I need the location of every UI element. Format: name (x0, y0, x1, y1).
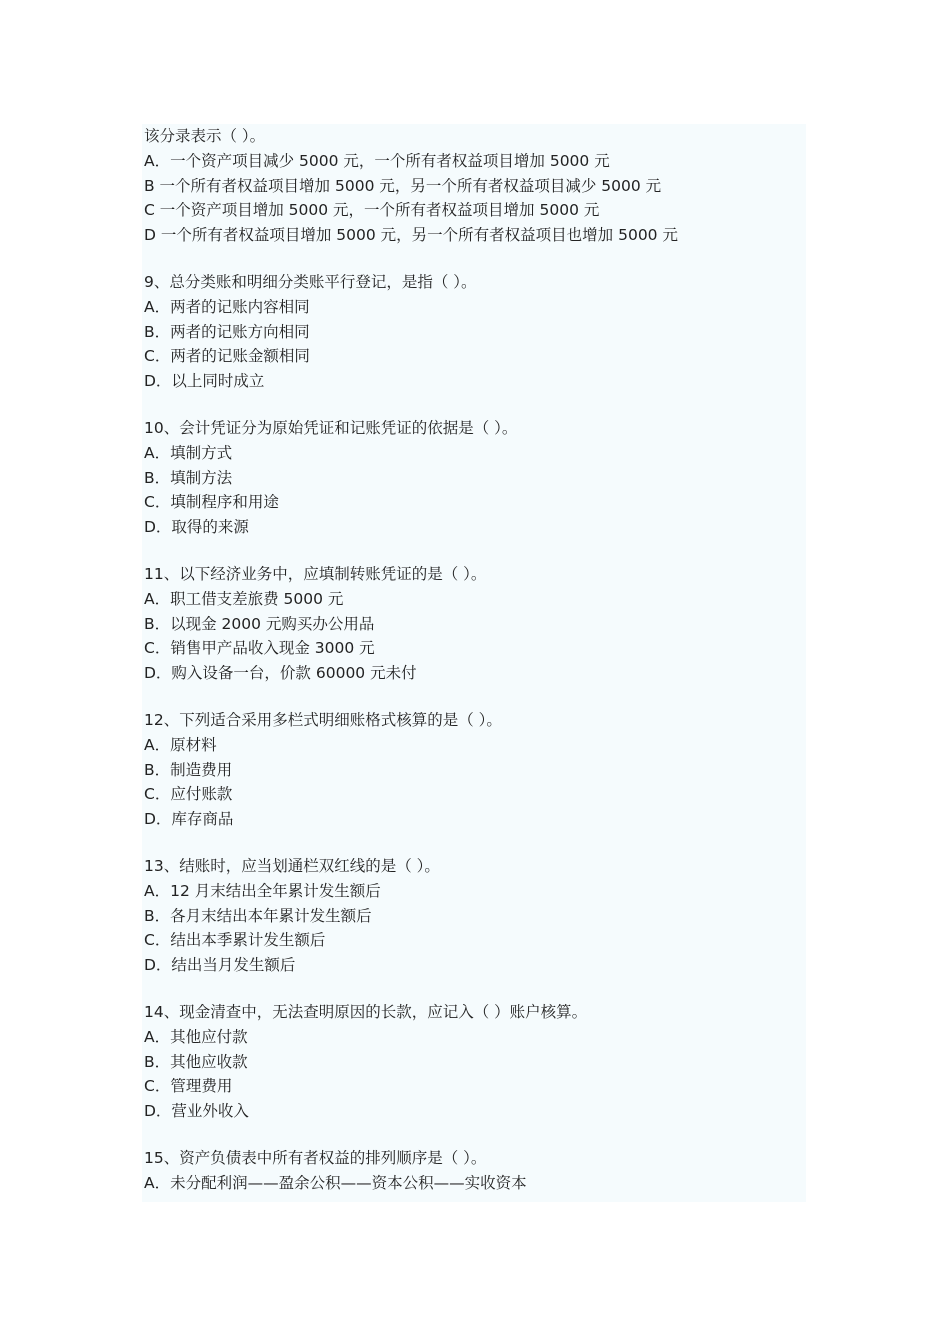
option-a: A．职工借支差旅费 5000 元 (144, 589, 344, 608)
option-d: D．以上同时成立 (144, 372, 265, 391)
option-d: D．库存商品 (144, 810, 234, 829)
question-block-15 (144, 1146, 804, 1196)
question-block-8 (144, 124, 804, 248)
question-text: 11、以下经济业务中，应填制转账凭证的是（ ）。 (144, 564, 487, 583)
question-text: 13、结账时，应当划通栏双红线的是（ ）。 (144, 856, 440, 875)
question-text: 9、总分类账和明细分类账平行登记，是指（ ）。 (144, 272, 477, 291)
option-a: A．一个资产项目减少 5000 元，一个所有者权益项目增加 5000 元 (144, 151, 610, 170)
option-a: A．原材料 (144, 735, 217, 754)
option-d: D．结出当月发生额后 (144, 956, 296, 975)
question-text: 14、现金清查中，无法查明原因的长款，应记入（ ）账户核算。 (144, 1002, 588, 1021)
option-a: A．12 月末结出全年累计发生额后 (144, 881, 381, 900)
option-d: D．购入设备一台，价款 60000 元未付 (144, 664, 417, 683)
option-c: C．销售甲产品收入现金 3000 元 (144, 639, 375, 658)
option-d: D．营业外收入 (144, 1102, 249, 1121)
question-text: 15、资产负债表中所有者权益的排列顺序是（ ）。 (144, 1148, 487, 1167)
question-block-9 (144, 270, 804, 394)
option-c: C．填制程序和用途 (144, 493, 279, 512)
question-block-13 (144, 854, 804, 978)
option-a: A．两者的记账内容相同 (144, 297, 310, 316)
question-list (144, 124, 804, 1195)
option-d: D．取得的来源 (144, 518, 249, 537)
option-b: B．制造费用 (144, 760, 233, 779)
question-block-12 (144, 708, 804, 832)
option-b: B 一个所有者权益项目增加 5000 元，另一个所有者权益项目减少 5000 元 (144, 176, 662, 195)
option-a: A．其他应付款 (144, 1027, 248, 1046)
option-a: A．未分配利润——盈余公积——资本公积——实收资本 (144, 1173, 527, 1192)
question-text: 该分录表示（ ）。 (144, 127, 266, 145)
question-text: 10、会计凭证分为原始凭证和记账凭证的依据是（ ）。 (144, 418, 518, 437)
option-b: B．以现金 2000 元购买办公用品 (144, 614, 375, 633)
option-d: D 一个所有者权益项目增加 5000 元，另一个所有者权益项目也增加 5000 元 (144, 226, 678, 245)
question-text: 12、下列适合采用多栏式明细账格式核算的是（ ）。 (144, 710, 502, 729)
question-block-11 (144, 562, 804, 686)
option-c: C．两者的记账金额相同 (144, 347, 310, 366)
option-c: C．结出本季累计发生额后 (144, 931, 326, 950)
option-b: B．填制方法 (144, 468, 233, 487)
question-block-14 (144, 1000, 804, 1124)
option-c: C．应付账款 (144, 785, 233, 804)
option-b: B．各月末结出本年累计发生额后 (144, 906, 372, 925)
option-c: C 一个资产项目增加 5000 元，一个所有者权益项目增加 5000 元 (144, 201, 600, 220)
option-a: A．填制方式 (144, 443, 233, 462)
option-b: B．两者的记账方向相同 (144, 322, 310, 341)
option-c: C．管理费用 (144, 1077, 233, 1096)
option-b: B．其他应收款 (144, 1052, 248, 1071)
question-block-10 (144, 416, 804, 540)
